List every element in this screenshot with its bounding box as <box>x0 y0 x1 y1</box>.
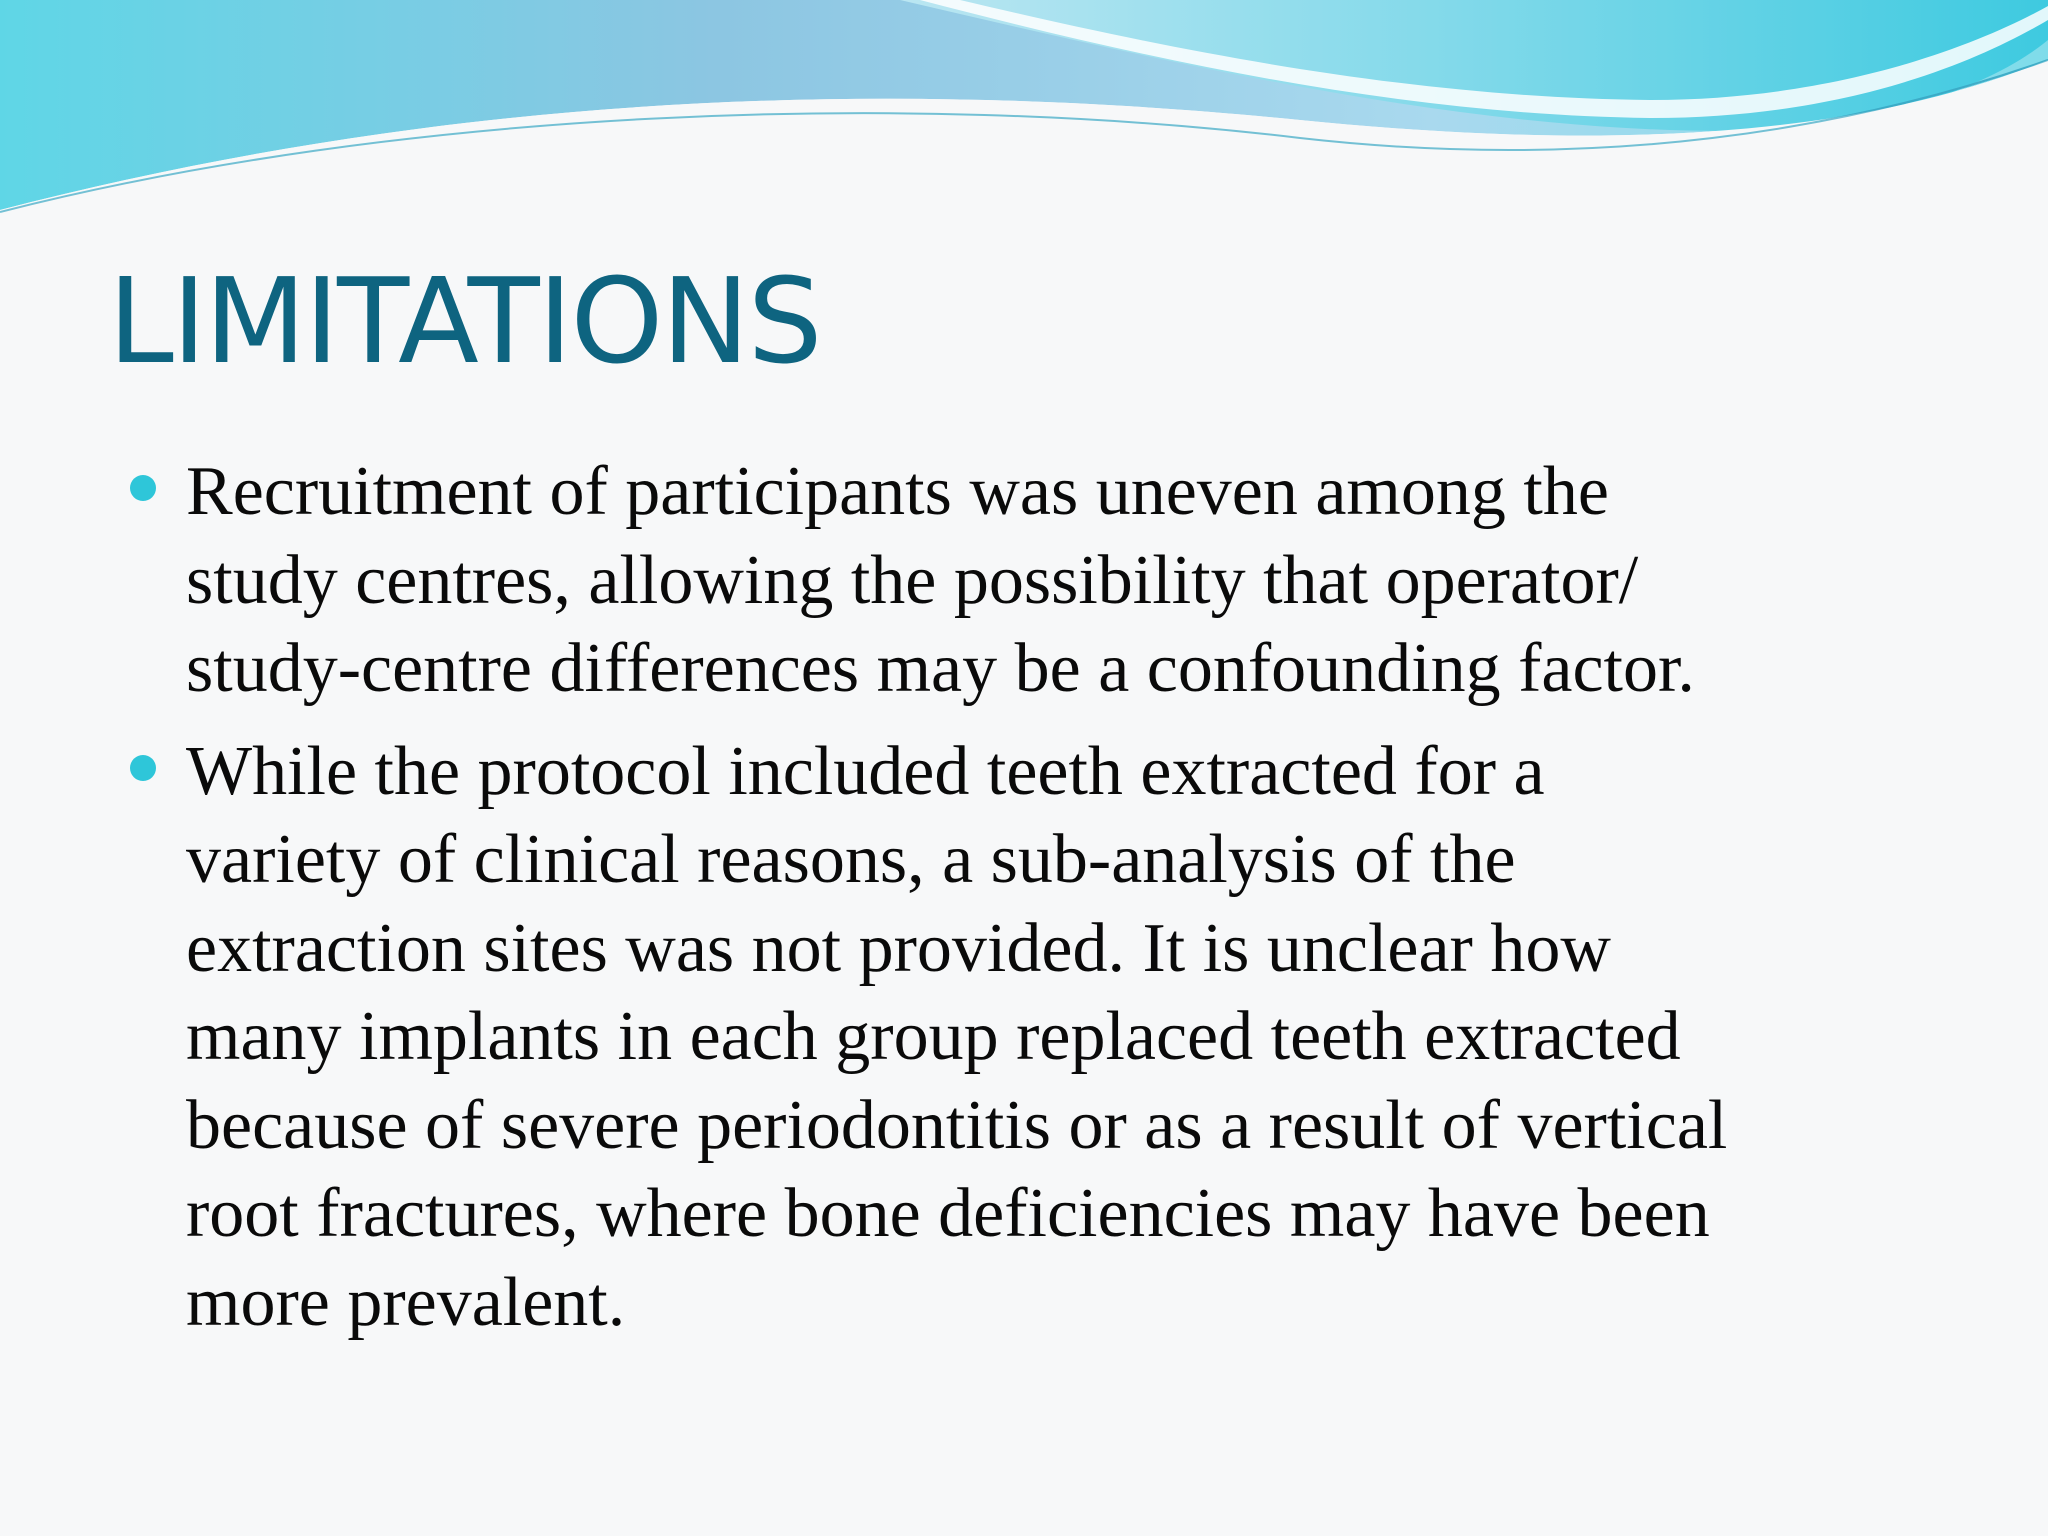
wave-header-decoration <box>0 0 2048 240</box>
bullet-list <box>130 448 1920 1361</box>
bullet-item <box>130 728 1920 1348</box>
bullet-text-line: more prevalent. <box>186 1263 626 1341</box>
bullet-dot-icon <box>130 475 156 501</box>
bullet-text-line: study centres, allowing the possibility that operator/ <box>186 541 1639 619</box>
bullet-text-line: root fractures, where bone deficiencies may have been <box>186 1175 1710 1252</box>
bullet-text-line: extraction sites was not provided. It is unclear how <box>186 909 1611 987</box>
bullet-text-line: While the protocol included teeth extracted for a <box>186 732 1545 810</box>
bullet-dot-icon <box>130 755 156 781</box>
bullet-text-line: because of severe periodontitis or as a result of vertical <box>186 1086 1728 1164</box>
bullet-item <box>130 448 1920 714</box>
bullet-text-line: study-centre differences may be a confounding factor. <box>186 630 1695 707</box>
bullet-text-line: many implants in each group replaced teeth extracted <box>186 998 1681 1075</box>
slide-title: LIMITATIONS <box>108 252 821 390</box>
bullet-text-line: Recruitment of participants was uneven among the <box>186 453 1609 530</box>
bullet-text-line: variety of clinical reasons, a sub-analysis of the <box>186 821 1516 898</box>
